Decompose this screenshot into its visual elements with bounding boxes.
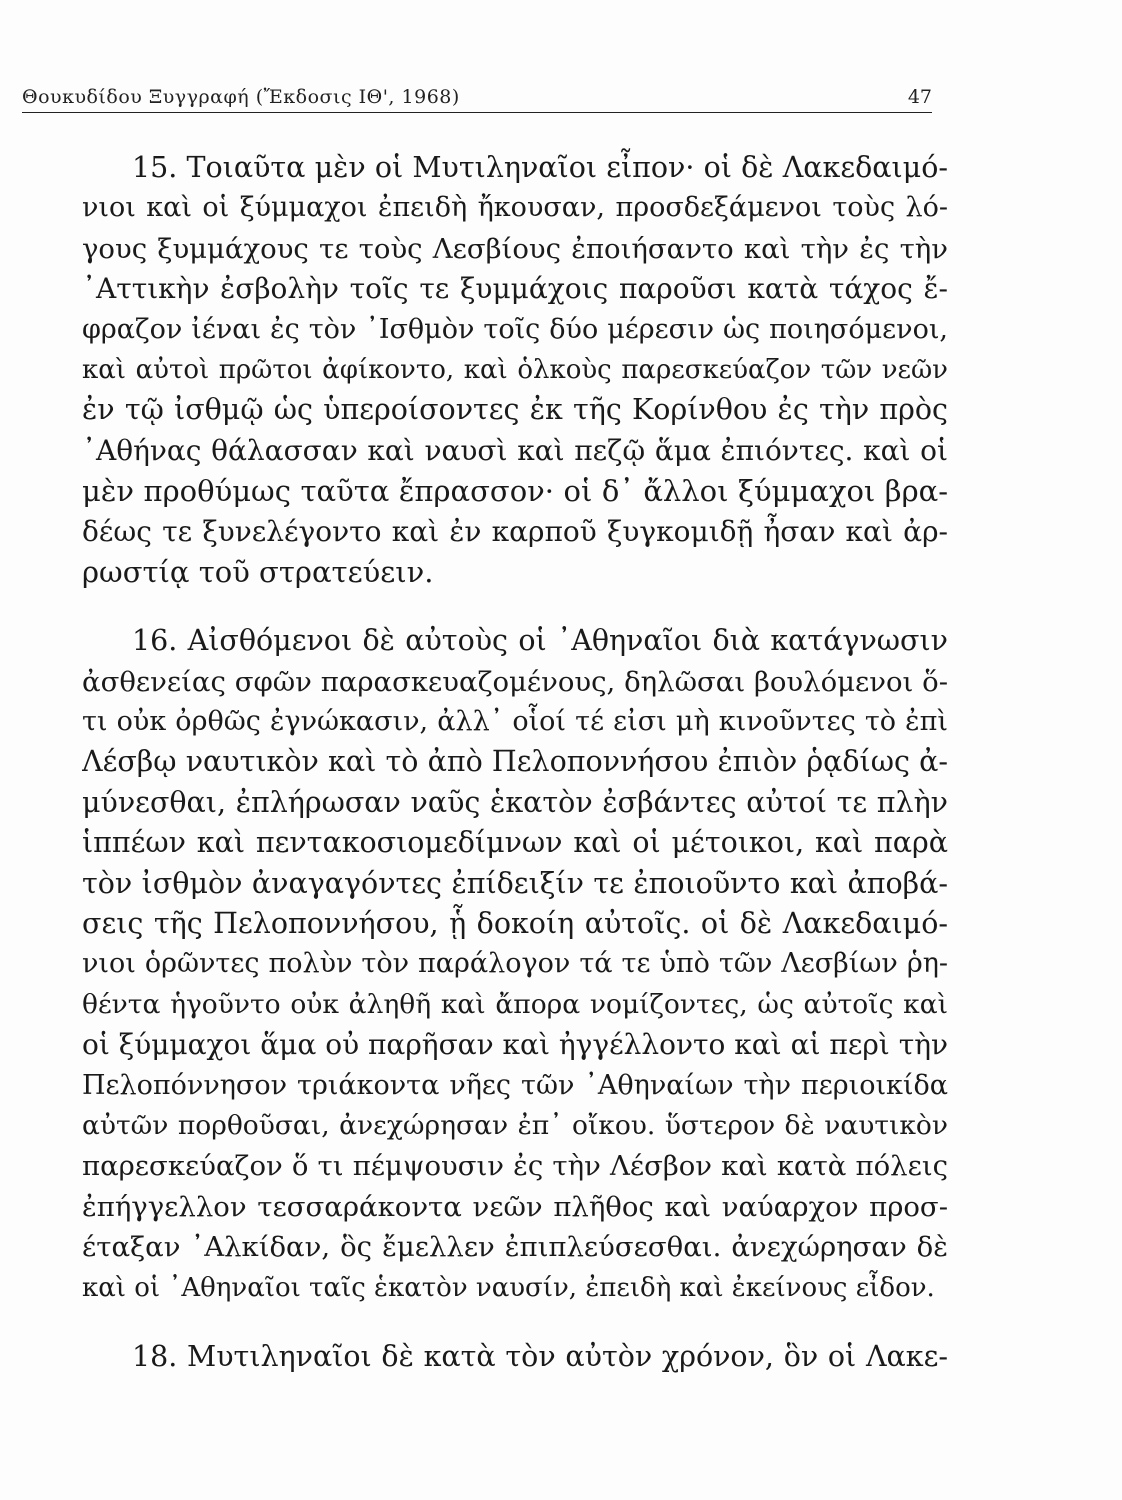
text-line: 18. Μυτιληναῖοι δὲ κατὰ τὸν αὐτὸν χρόνον, ὃν οἱ Λακε- [132, 1339, 948, 1373]
text-line: έταξαν ᾽Αλκίδαν, ὃς ἔμελλεν ἐπιπλεύσεσθαι. ἀνεχώρησαν δὲ [82, 1231, 948, 1264]
text-line: ᾽Αθήνας θάλασσαν καὶ ναυσὶ καὶ πεζῷ ἅμα ἐπιόντες. καὶ οἱ [82, 433, 948, 467]
page-number: 47 [907, 86, 932, 108]
text-line: καὶ αὐτοὶ πρῶτοι ἀφίκοντο, καὶ ὁλκοὺς παρεσκεύαζον τῶν νεῶν [82, 354, 948, 385]
text-line: αὐτῶν πορθοῦσαι, ἀνεχώρησαν ἐπ᾽ οἴκου. ὕστερον δὲ ναυτικὸν [82, 1109, 948, 1141]
text-line: σεις τῆς Πελοποννήσου, ᾗ δοκοίη αὐτοῖς. οἱ δὲ Λακεδαιμό- [82, 907, 948, 941]
text-line: δέως τε ξυνελέγοντο καὶ ἐν καρποῦ ξυγκομιδῇ ἦσαν καὶ ἀρ- [82, 514, 948, 548]
text-line: φραζον ἰέναι ἐς τὸν ᾽Ισθμὸν τοῖς δύο μέρεσιν ὡς ποιησόμενοι, [82, 313, 948, 345]
header-title: Θουκυδίδου Ξυγγραφή (Ἔκδοσις ΙΘ', 1968) [22, 86, 460, 108]
text-line: θέντα ἡγοῦντο οὐκ ἀληθῆ καὶ ἄπορα νομίζοντες, ὡς αὐτοῖς καὶ [82, 988, 948, 1020]
text-line: 15. Τοιαῦτα μὲν οἱ Μυτιληναῖοι εἶπον· οἱ δὲ Λακεδαιμό- [132, 151, 948, 184]
text-line: παρεσκεύαζον ὅ τι πέμψουσιν ἐς τὴν Λέσβον καὶ κατὰ πόλεις [82, 1150, 948, 1183]
text-line: Λέσβῳ ναυτικὸν καὶ τὸ ἀπὸ Πελοποννήσου ἐπιὸν ῥᾳδίως ἀ- [82, 745, 948, 779]
text-line: τὸν ἰσθμὸν ἀναγαγόντες ἐπίδειξίν τε ἐποιοῦντο καὶ ἀποβά- [82, 866, 948, 900]
text-line: ἀσθενείας σφῶν παρασκευαζομένους, δηλῶσαι βουλόμενοι ὅ- [82, 665, 948, 698]
text-line: ρωστίᾳ τοῦ στρατεύειν. [82, 554, 434, 589]
text-line: ᾽Αττικὴν ἐσβολὴν τοῖς τε ξυμμάχοις παροῦσι κατὰ τάχος ἔ- [82, 272, 948, 306]
text-line: οἱ ξύμμαχοι ἅμα οὐ παρῆσαν καὶ ἠγγέλλοντο καὶ αἱ περὶ τὴν [82, 1028, 948, 1062]
text-line: καὶ οἱ ᾽Αθηναῖοι ταῖς ἑκατὸν ναυσίν, ἐπειδὴ καὶ ἐκείνους εἶδον. [82, 1272, 935, 1303]
text-line: ἐπήγγελλον τεσσαράκοντα νεῶν πλῆθος καὶ ναύαρχον προσ- [82, 1190, 948, 1223]
text-line: γους ξυμμάχους τε τοὺς Λεσβίους ἐποιήσαντο καὶ τὴν ἐς τὴν [82, 232, 948, 265]
text-line: τι οὐκ ὀρθῶς ἐγνώκασιν, ἀλλ᾽ οἷοί τέ εἰσι μὴ κινοῦντες τὸ ἐπὶ [82, 706, 948, 738]
text-line: νιοι ὁρῶντες πολὺν τὸν παράλογον τά τε ὑπὸ τῶν Λεσβίων ῥη- [82, 948, 948, 980]
text-line: ἐν τῷ ἰσθμῷ ὡς ὑπεροίσοντες ἐκ τῆς Κορίνθου ἐς τὴν πρὸς [82, 393, 948, 427]
text-line: μὲν προθύμως ταῦτα ἔπρασσον· οἱ δ᾽ ἄλλοι ξύμμαχοι βρα- [82, 474, 948, 509]
running-header [22, 82, 932, 113]
paragraph-15 [82, 148, 948, 592]
text-line: Πελοπόννησον τριάκοντα νῆες τῶν ᾽Αθηναίων τὴν περιοικίδα [82, 1069, 948, 1101]
text-body [82, 148, 948, 1406]
paragraph-16 [82, 621, 948, 1308]
text-line: 16. Αἰσθόμενοι δὲ αὐτοὺς οἱ ᾽Αθηναῖοι διὰ κατάγνωσιν [132, 624, 948, 658]
text-line: νιοι καὶ οἱ ξύμμαχοι ἐπειδὴ ἤκουσαν, προσδεξάμενοι τοὺς λό- [82, 192, 948, 224]
text-line: μύνεσθαι, ἐπλήρωσαν ναῦς ἑκατὸν ἐσβάντες αὐτοί τε πλὴν [82, 785, 948, 819]
text-line: ἱππέων καὶ πεντακοσιομεδίμνων καὶ οἱ μέτοικοι, καὶ παρὰ [82, 826, 948, 860]
paragraph-18 [82, 1337, 948, 1377]
